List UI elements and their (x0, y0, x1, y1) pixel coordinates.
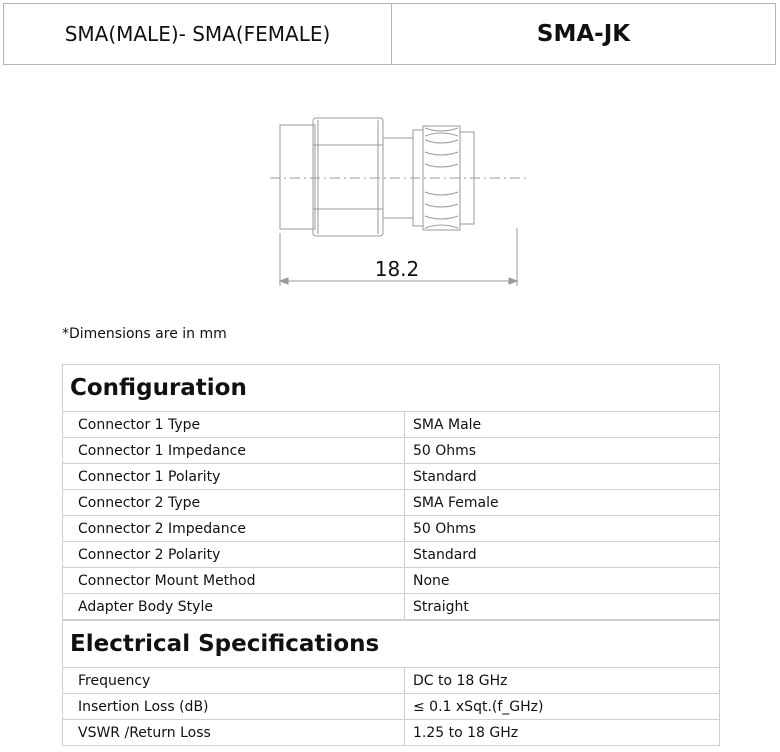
spec-row (63, 438, 719, 464)
spec-label: Connector Mount Method (63, 568, 405, 593)
spec-value: 1.25 to 18 GHz (413, 724, 519, 741)
spec-label: Connector 1 Type (63, 412, 405, 437)
spec-row (63, 694, 719, 720)
spec-row (63, 668, 719, 694)
connector-drawing (260, 108, 540, 298)
spec-row (63, 542, 719, 568)
spec-value: ≤ 0.1 xSqt.(f_GHz) (413, 698, 544, 715)
spec-row (63, 516, 719, 542)
spec-value: 50 Ohms (413, 442, 477, 459)
spec-label: Insertion Loss (dB) (63, 694, 405, 719)
connector-drawing-svg (260, 108, 540, 298)
spec-value: DC to 18 GHz (413, 672, 508, 689)
spec-value: SMA Female (413, 494, 499, 511)
part-number: SMA-JK (536, 21, 631, 47)
section-title-electrical: Electrical Specifications (63, 620, 719, 668)
hex-nut (313, 118, 383, 236)
spec-row (63, 412, 719, 438)
spec-value: SMA Male (413, 416, 482, 433)
spec-label: Connector 2 Type (63, 490, 405, 515)
spec-label: VSWR /Return Loss (63, 720, 405, 745)
dimension-label: 18.2 (374, 257, 420, 281)
spec-row (63, 464, 719, 490)
spec-value: Straight (413, 598, 469, 615)
spec-value: Standard (413, 468, 477, 485)
section-title-configuration: Configuration (63, 364, 719, 412)
spec-label: Connector 2 Impedance (63, 516, 405, 541)
dimensions-note: *Dimensions are in mm (62, 326, 227, 342)
male-plug-body (280, 125, 315, 229)
spec-value: Standard (413, 546, 477, 563)
spec-row (63, 490, 719, 516)
spec-label: Adapter Body Style (63, 594, 405, 619)
spec-label: Connector 1 Polarity (63, 464, 405, 489)
spec-label: Connector 2 Polarity (63, 542, 405, 567)
spec-row (63, 594, 719, 620)
header-bar (3, 3, 776, 65)
spec-label: Frequency (63, 668, 405, 693)
spec-row (63, 568, 719, 594)
product-type-title: SMA(MALE)- SMA(FEMALE) (4, 4, 392, 64)
spec-row (63, 720, 719, 746)
spec-label: Connector 1 Impedance (63, 438, 405, 463)
spec-value: None (413, 572, 450, 589)
specifications-table (62, 364, 720, 746)
spec-value: 50 Ohms (413, 520, 477, 537)
